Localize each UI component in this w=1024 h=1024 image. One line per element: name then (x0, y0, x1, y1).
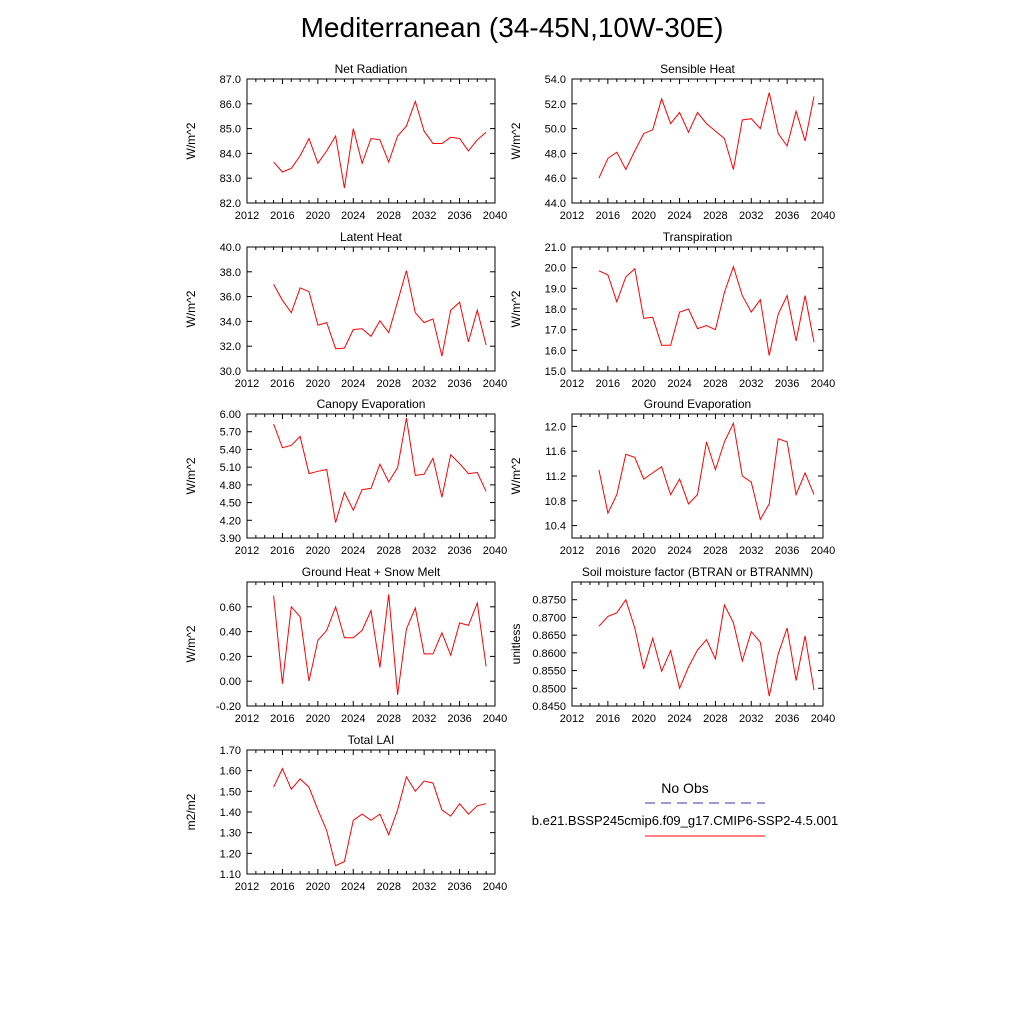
chart-title: Transpiration (662, 230, 733, 244)
y-tick-label: 18.0 (544, 304, 566, 316)
x-tick-label: 2040 (482, 545, 508, 557)
y-tick-label: 17.0 (544, 324, 566, 337)
y-tick-label: 6.00 (219, 409, 241, 421)
x-tick-label: 2028 (703, 545, 728, 557)
y-tick-label: 87.0 (219, 74, 241, 86)
series-line (599, 423, 814, 519)
y-axis-label: W/m^2 (184, 290, 198, 328)
x-tick-label: 2024 (341, 545, 366, 557)
y-axis-label: unitless (509, 623, 523, 665)
y-tick-label: 83.0 (219, 173, 241, 186)
legend-entry-no-obs (520, 780, 850, 811)
x-tick-label: 2032 (739, 545, 764, 557)
y-tick-label: 0.8750 (532, 594, 566, 607)
x-tick-label: 2024 (667, 545, 692, 557)
x-tick-label: 2028 (703, 210, 728, 222)
chart-5 (184, 397, 507, 557)
x-tick-label: 2028 (703, 378, 728, 390)
chart-title: Ground Evaporation (643, 397, 752, 411)
y-tick-label: 21.0 (544, 242, 566, 254)
y-tick-label: 50.0 (544, 123, 566, 136)
x-tick-label: 2036 (447, 210, 472, 222)
y-tick-label: 0.00 (219, 676, 241, 689)
plot-frame (247, 79, 495, 203)
x-tick-label: 2016 (595, 378, 621, 390)
y-tick-label: 20.0 (544, 262, 566, 275)
y-tick-label: 84.0 (219, 148, 241, 161)
x-tick-label: 2040 (810, 545, 836, 557)
x-tick-label: 2012 (234, 378, 260, 390)
y-tick-label: 48.0 (544, 148, 566, 161)
y-tick-label: 82.0 (219, 198, 241, 210)
plot-frame (572, 414, 823, 538)
legend (520, 780, 850, 845)
x-tick-label: 2032 (411, 378, 437, 390)
x-tick-label: 2040 (482, 713, 508, 725)
x-tick-label: 2016 (270, 545, 295, 557)
x-tick-label: 2036 (774, 713, 800, 725)
y-axis-label: W/m^2 (509, 122, 523, 160)
x-tick-label: 2032 (411, 545, 437, 557)
x-tick-label: 2012 (234, 545, 260, 557)
series-line (274, 418, 487, 522)
series-line (274, 101, 487, 188)
y-tick-label: 5.70 (219, 426, 241, 439)
y-tick-label: 32.0 (219, 341, 241, 354)
plot-frame (247, 750, 495, 874)
y-tick-label: 4.80 (219, 479, 241, 492)
x-tick-label: 2012 (559, 713, 585, 725)
y-tick-label: 11.6 (545, 446, 566, 459)
y-tick-label: 38.0 (219, 266, 241, 279)
y-axis-label: W/m^2 (184, 122, 198, 160)
x-tick-label: 2024 (341, 713, 366, 725)
y-tick-label: 0.8650 (532, 630, 566, 643)
y-tick-label: 0.8550 (532, 665, 566, 678)
x-tick-label: 2032 (411, 713, 437, 725)
x-tick-label: 2024 (667, 713, 692, 725)
chart-7 (184, 565, 507, 725)
x-tick-label: 2012 (234, 713, 260, 725)
legend-swatch-no-obs (520, 798, 850, 808)
y-tick-label: 1.50 (219, 786, 241, 799)
y-tick-label: 52.0 (544, 98, 566, 111)
x-tick-label: 2032 (411, 210, 437, 222)
y-axis-label: m2/m2 (184, 793, 198, 831)
x-tick-label: 2016 (270, 210, 295, 222)
chart-1 (184, 62, 507, 222)
series-line (274, 271, 487, 357)
x-tick-label: 2012 (559, 545, 585, 557)
y-tick-label: 86.0 (219, 98, 241, 111)
x-tick-label: 2020 (305, 881, 331, 893)
x-tick-label: 2028 (376, 378, 401, 390)
chart-title: Latent Heat (339, 230, 403, 244)
plot-frame (572, 79, 823, 203)
x-tick-label: 2016 (595, 713, 621, 725)
chart-title: Soil moisture factor (BTRAN or BTRANMN) (581, 565, 814, 579)
y-tick-label: 0.8600 (532, 647, 566, 660)
y-tick-label: 12.0 (544, 421, 566, 434)
x-tick-label: 2020 (305, 713, 331, 725)
x-tick-label: 2040 (482, 881, 508, 893)
x-tick-label: 2028 (376, 881, 401, 893)
series-line (599, 267, 814, 356)
y-tick-label: 34.0 (219, 316, 241, 329)
y-tick-label: 36.0 (219, 291, 241, 304)
x-tick-label: 2024 (341, 881, 366, 893)
y-tick-label: 0.60 (219, 601, 241, 614)
x-tick-label: 2016 (595, 545, 621, 557)
y-tick-label: 40.0 (219, 242, 241, 254)
chart-title: Ground Heat + Snow Melt (301, 565, 441, 579)
y-tick-label: 46.0 (544, 173, 566, 186)
y-tick-label: 10.4 (544, 520, 566, 533)
x-tick-label: 2036 (774, 545, 800, 557)
x-tick-label: 2024 (667, 378, 692, 390)
x-tick-label: 2020 (631, 378, 656, 390)
x-tick-label: 2036 (447, 713, 472, 725)
y-axis-label: W/m^2 (509, 290, 523, 328)
x-tick-label: 2012 (234, 881, 260, 893)
y-tick-label: 4.20 (219, 515, 241, 528)
x-tick-label: 2020 (305, 545, 331, 557)
y-tick-label: 16.0 (544, 345, 566, 358)
y-tick-label: 85.0 (219, 123, 241, 136)
chart-4 (509, 230, 835, 390)
x-tick-label: 2028 (703, 713, 728, 725)
plot-frame (247, 582, 495, 706)
legend-label-model: b.e21.BSSP245cmip6.f09_g17.CMIP6-SSP2-4.5.001 (531, 813, 839, 828)
x-tick-label: 2040 (482, 378, 508, 390)
x-tick-label: 2024 (341, 210, 366, 222)
x-tick-label: 2016 (270, 713, 295, 725)
x-tick-label: 2024 (667, 210, 692, 222)
x-tick-label: 2020 (631, 713, 656, 725)
x-tick-label: 2036 (447, 881, 472, 893)
series-line (599, 600, 814, 696)
x-tick-label: 2020 (631, 545, 656, 557)
x-tick-label: 2028 (376, 713, 401, 725)
series-line (599, 93, 814, 179)
chart-3 (184, 230, 507, 390)
plot-frame (247, 247, 495, 371)
y-axis-label: W/m^2 (509, 457, 523, 495)
legend-label-no-obs: No Obs (661, 780, 709, 796)
y-tick-label: 5.40 (219, 444, 241, 457)
chart-9 (184, 733, 507, 893)
y-tick-label: 0.20 (219, 651, 241, 664)
x-tick-label: 2028 (376, 210, 401, 222)
x-tick-label: 2040 (810, 713, 836, 725)
y-tick-label: 1.20 (219, 848, 241, 861)
x-tick-label: 2036 (774, 378, 800, 390)
y-tick-label: 1.70 (219, 745, 241, 757)
x-tick-label: 2012 (559, 378, 585, 390)
x-tick-label: 2032 (739, 378, 764, 390)
y-tick-label: 1.30 (219, 827, 241, 840)
x-tick-label: 2012 (559, 210, 585, 222)
x-tick-label: 2020 (305, 210, 331, 222)
y-tick-label: 10.8 (544, 495, 566, 508)
y-tick-label: 3.90 (219, 533, 241, 545)
x-tick-label: 2016 (595, 210, 621, 222)
plot-frame (247, 414, 495, 538)
y-tick-label: 11.2 (545, 471, 566, 483)
x-tick-label: 2020 (631, 210, 656, 222)
y-tick-label: 1.10 (219, 869, 241, 881)
chart-8 (509, 565, 835, 725)
page-title: Mediterranean (34-45N,10W-30E) (300, 12, 724, 43)
x-tick-label: 2020 (305, 378, 331, 390)
x-tick-label: 2032 (739, 713, 764, 725)
x-tick-label: 2036 (774, 210, 800, 222)
y-tick-label: 1.40 (219, 807, 241, 819)
y-tick-label: 1.60 (219, 765, 241, 778)
y-tick-label: 0.8500 (532, 683, 566, 696)
x-tick-label: 2024 (341, 378, 366, 390)
plot-frame (572, 247, 823, 371)
chart-title: Sensible Heat (660, 62, 735, 76)
y-tick-label: 54.0 (544, 74, 566, 86)
y-tick-label: 0.8450 (532, 701, 566, 713)
chart-2 (509, 62, 835, 222)
series-line (274, 594, 487, 694)
chart-6 (509, 397, 835, 557)
y-tick-label: 44.0 (544, 198, 566, 210)
x-tick-label: 2012 (234, 210, 260, 222)
chart-title: Total LAI (347, 733, 395, 747)
y-tick-label: 30.0 (219, 366, 241, 378)
y-axis-label: W/m^2 (184, 625, 198, 663)
x-tick-label: 2036 (447, 545, 472, 557)
plot-frame (572, 582, 823, 706)
y-axis-label: W/m^2 (184, 457, 198, 495)
legend-swatch-model (520, 828, 850, 842)
y-tick-label: 4.50 (219, 497, 241, 510)
x-tick-label: 2040 (482, 210, 508, 222)
x-tick-label: 2016 (270, 881, 295, 893)
y-tick-label: 19.0 (544, 283, 566, 296)
y-tick-label: -0.20 (215, 701, 241, 713)
chart-title: Net Radiation (334, 62, 408, 76)
x-tick-label: 2016 (270, 378, 295, 390)
x-tick-label: 2032 (739, 210, 764, 222)
legend-entry-model (520, 813, 850, 845)
chart-title: Canopy Evaporation (316, 397, 426, 411)
y-tick-label: 0.8700 (532, 612, 566, 625)
x-tick-label: 2032 (411, 881, 437, 893)
x-tick-label: 2040 (810, 378, 836, 390)
series-line (274, 769, 487, 866)
x-tick-label: 2028 (376, 545, 401, 557)
x-tick-label: 2036 (447, 378, 472, 390)
y-tick-label: 5.10 (219, 462, 241, 475)
y-tick-label: 15.0 (544, 366, 566, 378)
x-tick-label: 2040 (810, 210, 836, 222)
y-tick-label: 0.40 (219, 626, 241, 639)
